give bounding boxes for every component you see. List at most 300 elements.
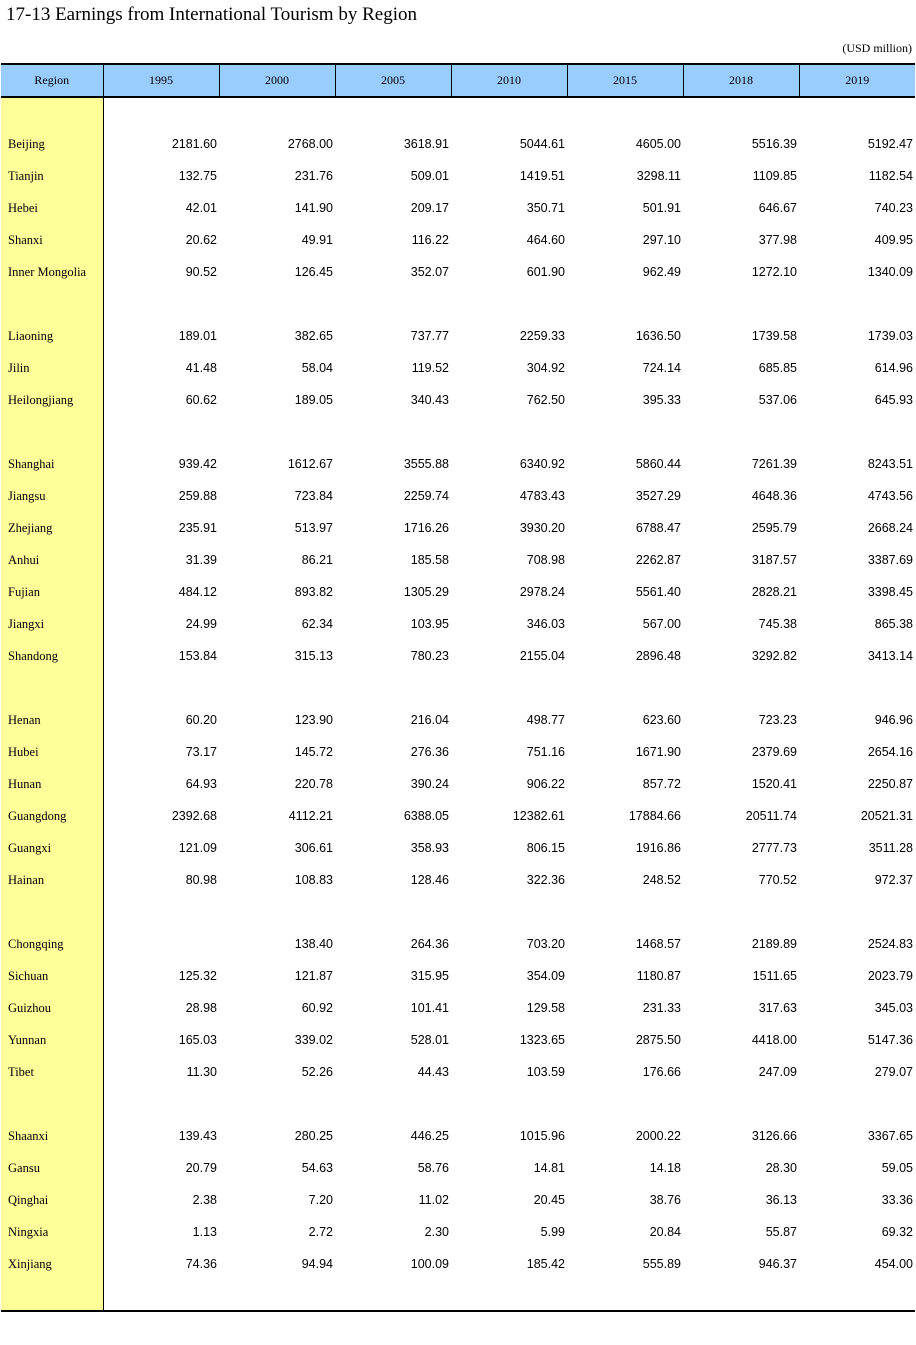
value-cell: 54.63 [301, 1161, 333, 1175]
value-cell [219, 896, 335, 928]
value-cell: 2259.33 [519, 329, 565, 343]
value-cell [799, 672, 915, 704]
table-row [1, 1056, 915, 1088]
value-cell: 20.84 [649, 1225, 681, 1239]
value-cell [335, 672, 451, 704]
value-cell: 3398.45 [867, 585, 913, 599]
value-cell: 484.12 [178, 585, 217, 599]
value-cell: 60.62 [185, 393, 217, 407]
table-row [1, 640, 915, 672]
region-cell: Hubei [1, 736, 103, 768]
region-cell: Tibet [1, 1056, 103, 1088]
value-cell: 1323.65 [519, 1033, 565, 1047]
value-cell: 2668.24 [867, 521, 913, 535]
value-cell [219, 672, 335, 704]
region-cell: Inner Mongolia [1, 256, 103, 288]
region-cell: Shanghai [1, 448, 103, 480]
value-cell: 74.36 [185, 1257, 217, 1271]
table-row [1, 1152, 915, 1184]
region-cell: Jiangxi [1, 608, 103, 640]
table-row [1, 768, 915, 800]
spacer-row [1, 672, 915, 704]
value-cell: 33.36 [881, 1193, 913, 1207]
value-cell: 723.84 [294, 489, 333, 503]
value-cell [103, 416, 219, 448]
region-cell: Guangdong [1, 800, 103, 832]
spacer-row [1, 1280, 915, 1311]
region-cell: Qinghai [1, 1184, 103, 1216]
table-row [1, 864, 915, 896]
value-cell: 358.93 [410, 841, 449, 855]
value-cell: 60.92 [301, 1001, 333, 1015]
table-row [1, 192, 915, 224]
value-cell: 4743.56 [867, 489, 913, 503]
value-cell: 231.33 [642, 1001, 681, 1015]
value-cell: 58.76 [417, 1161, 449, 1175]
value-cell: 3413.14 [867, 649, 913, 663]
value-cell: 509.01 [410, 169, 449, 183]
value-cell [103, 288, 219, 320]
region-cell: Shandong [1, 640, 103, 672]
value-cell: 2189.89 [751, 937, 797, 951]
value-cell: 1511.65 [752, 969, 797, 983]
value-cell: 528.01 [410, 1033, 449, 1047]
value-cell: 20511.74 [745, 809, 797, 823]
value-cell: 1636.50 [635, 329, 681, 343]
value-cell: 1015.96 [519, 1129, 565, 1143]
region-cell [1, 416, 103, 448]
value-cell [567, 97, 683, 128]
value-cell: 3618.91 [403, 137, 449, 151]
value-cell: 52.26 [301, 1065, 333, 1079]
value-cell: 5044.61 [519, 137, 565, 151]
table-row [1, 736, 915, 768]
value-cell: 279.07 [874, 1065, 913, 1079]
value-cell [451, 896, 567, 928]
value-cell: 248.52 [642, 873, 681, 887]
region-cell: Fujian [1, 576, 103, 608]
value-cell: 108.83 [294, 873, 333, 887]
value-cell: 280.25 [294, 1129, 333, 1143]
value-cell [683, 97, 799, 128]
value-cell [103, 672, 219, 704]
value-cell [799, 896, 915, 928]
value-cell [799, 97, 915, 128]
value-cell: 103.95 [410, 617, 449, 631]
column-header-2010: 2010 [451, 64, 567, 97]
value-cell: 703.20 [526, 937, 565, 951]
value-cell: 259.88 [178, 489, 217, 503]
value-cell: 20.79 [185, 1161, 217, 1175]
value-cell: 5516.39 [751, 137, 797, 151]
spacer-row [1, 416, 915, 448]
value-cell: 339.02 [294, 1033, 333, 1047]
value-cell: 1180.87 [636, 969, 681, 983]
value-cell: 64.93 [185, 777, 217, 791]
table-row [1, 160, 915, 192]
value-cell: 185.58 [410, 553, 449, 567]
value-cell: 2768.00 [287, 137, 333, 151]
value-cell: 2777.73 [751, 841, 797, 855]
column-header-2019: 2019 [799, 64, 915, 97]
region-cell: Hunan [1, 768, 103, 800]
value-cell: 2000.22 [635, 1129, 681, 1143]
value-cell [219, 288, 335, 320]
value-cell: 2.72 [308, 1225, 333, 1239]
value-cell: 94.94 [301, 1257, 333, 1271]
value-cell: 893.82 [294, 585, 333, 599]
value-cell: 345.03 [874, 1001, 913, 1015]
region-cell: Xinjiang [1, 1248, 103, 1280]
table-row [1, 1120, 915, 1152]
value-cell [103, 928, 219, 960]
value-cell: 3527.29 [635, 489, 681, 503]
region-cell: Jilin [1, 352, 103, 384]
region-cell: Hebei [1, 192, 103, 224]
value-cell [219, 97, 335, 128]
region-cell [1, 1280, 103, 1311]
value-cell [567, 288, 683, 320]
value-cell: 555.89 [642, 1257, 681, 1271]
region-cell [1, 672, 103, 704]
value-cell: 41.48 [185, 361, 217, 375]
value-cell: 322.36 [526, 873, 565, 887]
region-cell [1, 1088, 103, 1120]
table-row [1, 960, 915, 992]
value-cell: 2654.16 [867, 745, 913, 759]
value-cell: 1182.54 [868, 169, 913, 183]
value-cell: 315.13 [294, 649, 333, 663]
value-cell: 740.23 [874, 201, 913, 215]
spacer-row [1, 97, 915, 128]
value-cell: 306.61 [294, 841, 333, 855]
value-cell: 1109.85 [752, 169, 797, 183]
column-header-2000: 2000 [219, 64, 335, 97]
value-cell [567, 672, 683, 704]
value-cell: 780.23 [410, 649, 449, 663]
value-cell: 646.67 [758, 201, 797, 215]
value-cell: 121.09 [178, 841, 217, 855]
column-header-region: Region [1, 64, 103, 97]
value-cell: 59.05 [881, 1161, 913, 1175]
value-cell [799, 1280, 915, 1311]
value-cell: 501.91 [642, 201, 681, 215]
value-cell: 69.32 [881, 1225, 913, 1239]
value-cell: 2978.24 [519, 585, 565, 599]
value-cell [103, 1280, 219, 1311]
value-cell: 614.96 [874, 361, 913, 375]
value-cell: 454.00 [874, 1257, 913, 1271]
value-cell: 865.38 [874, 617, 913, 631]
region-cell: Jiangsu [1, 480, 103, 512]
value-cell: 12382.61 [512, 809, 565, 823]
value-cell: 946.37 [758, 1257, 797, 1271]
value-cell: 276.36 [410, 745, 449, 759]
value-cell: 1739.58 [751, 329, 797, 343]
value-cell: 216.04 [410, 713, 449, 727]
value-cell: 101.41 [410, 1001, 449, 1015]
value-cell: 2875.50 [635, 1033, 681, 1047]
value-cell: 806.15 [526, 841, 565, 855]
header-row [1, 64, 915, 97]
value-cell: 537.06 [758, 393, 797, 407]
value-cell: 80.98 [185, 873, 217, 887]
value-cell: 128.46 [410, 873, 449, 887]
value-cell [335, 1088, 451, 1120]
value-cell: 3292.82 [751, 649, 797, 663]
value-cell [567, 896, 683, 928]
value-cell: 139.43 [178, 1129, 217, 1143]
value-cell: 685.85 [758, 361, 797, 375]
value-cell: 176.66 [642, 1065, 681, 1079]
value-cell: 14.81 [533, 1161, 565, 1175]
value-cell: 5860.44 [635, 457, 681, 471]
value-cell: 55.87 [765, 1225, 797, 1239]
tourism-earnings-table [1, 63, 915, 1312]
value-cell: 4112.21 [288, 809, 333, 823]
value-cell: 264.36 [410, 937, 449, 951]
value-cell: 3126.66 [751, 1129, 797, 1143]
value-cell [683, 1088, 799, 1120]
value-cell [335, 416, 451, 448]
value-cell: 42.01 [185, 201, 217, 215]
value-cell [567, 416, 683, 448]
value-cell: 5147.36 [867, 1033, 913, 1047]
value-cell [451, 1088, 567, 1120]
value-cell: 220.78 [294, 777, 333, 791]
value-cell [451, 1280, 567, 1311]
column-header-2005: 2005 [335, 64, 451, 97]
value-cell: 567.00 [642, 617, 681, 631]
value-cell: 1520.41 [751, 777, 797, 791]
value-cell: 2250.87 [867, 777, 913, 791]
value-cell: 4648.36 [751, 489, 797, 503]
value-cell: 724.14 [642, 361, 681, 375]
value-cell: 350.71 [526, 201, 565, 215]
value-cell: 3511.28 [868, 841, 913, 855]
region-cell: Liaoning [1, 320, 103, 352]
value-cell: 623.60 [642, 713, 681, 727]
value-cell: 857.72 [642, 777, 681, 791]
value-cell [219, 416, 335, 448]
value-cell: 498.77 [526, 713, 565, 727]
spacer-row [1, 288, 915, 320]
region-cell: Ningxia [1, 1216, 103, 1248]
table-row [1, 928, 915, 960]
value-cell: 601.90 [526, 265, 565, 279]
value-cell [103, 896, 219, 928]
region-cell: Sichuan [1, 960, 103, 992]
value-cell: 762.50 [526, 393, 565, 407]
value-cell: 28.98 [185, 1001, 217, 1015]
table-row [1, 480, 915, 512]
value-cell: 44.43 [417, 1065, 449, 1079]
value-cell: 7.20 [308, 1193, 333, 1207]
value-cell: 2181.60 [171, 137, 217, 151]
page-title: 17-13 Earnings from International Tourism by Region [6, 4, 417, 25]
value-cell [451, 416, 567, 448]
table-row [1, 128, 915, 160]
value-cell: 116.22 [411, 233, 449, 247]
value-cell: 7261.39 [751, 457, 797, 471]
value-cell [103, 97, 219, 128]
value-cell: 5561.40 [635, 585, 681, 599]
value-cell [799, 288, 915, 320]
value-cell [451, 672, 567, 704]
value-cell: 132.75 [178, 169, 217, 183]
value-cell: 645.93 [874, 393, 913, 407]
value-cell: 513.97 [294, 521, 333, 535]
value-cell [567, 1088, 683, 1120]
value-cell: 8243.51 [867, 457, 913, 471]
region-cell: Gansu [1, 1152, 103, 1184]
value-cell: 2259.74 [403, 489, 449, 503]
value-cell: 1716.26 [403, 521, 449, 535]
value-cell: 1340.09 [867, 265, 913, 279]
value-cell: 2.30 [424, 1225, 449, 1239]
region-cell: Zhejiang [1, 512, 103, 544]
value-cell: 315.95 [410, 969, 449, 983]
value-cell: 346.03 [526, 617, 565, 631]
value-cell: 6388.05 [403, 809, 449, 823]
value-cell: 123.90 [294, 713, 333, 727]
value-cell: 1419.51 [519, 169, 565, 183]
value-cell [103, 1088, 219, 1120]
value-cell [799, 1088, 915, 1120]
value-cell: 31.39 [185, 553, 217, 567]
value-cell: 354.09 [526, 969, 565, 983]
table-row [1, 512, 915, 544]
value-cell [683, 288, 799, 320]
table-row [1, 352, 915, 384]
region-cell: Yunnan [1, 1024, 103, 1056]
value-cell: 62.34 [301, 617, 333, 631]
value-cell: 100.09 [410, 1257, 449, 1271]
value-cell: 2595.79 [751, 521, 797, 535]
table-row [1, 224, 915, 256]
value-cell: 297.10 [642, 233, 681, 247]
value-cell: 5192.47 [867, 137, 913, 151]
value-cell [219, 1088, 335, 1120]
value-cell: 3187.57 [751, 553, 797, 567]
region-cell: Shanxi [1, 224, 103, 256]
table-row [1, 1024, 915, 1056]
value-cell: 6340.92 [519, 457, 565, 471]
value-cell: 24.99 [185, 617, 217, 631]
region-cell [1, 288, 103, 320]
region-cell: Guangxi [1, 832, 103, 864]
value-cell: 4783.43 [519, 489, 565, 503]
value-cell: 906.22 [526, 777, 565, 791]
value-cell: 6788.47 [635, 521, 681, 535]
value-cell [683, 672, 799, 704]
value-cell: 737.77 [410, 329, 449, 343]
value-cell: 247.09 [758, 1065, 797, 1079]
column-header-1995: 1995 [103, 64, 219, 97]
value-cell: 189.05 [294, 393, 333, 407]
value-cell: 235.91 [178, 521, 217, 535]
value-cell: 20.45 [533, 1193, 565, 1207]
value-cell: 1.13 [192, 1225, 217, 1239]
table-row [1, 800, 915, 832]
region-cell [1, 896, 103, 928]
value-cell: 1305.29 [403, 585, 449, 599]
value-cell: 145.72 [294, 745, 333, 759]
value-cell: 2896.48 [635, 649, 681, 663]
table-row [1, 992, 915, 1024]
region-cell: Tianjin [1, 160, 103, 192]
table-row [1, 384, 915, 416]
value-cell [683, 1280, 799, 1311]
value-cell: 409.95 [874, 233, 913, 247]
table-row [1, 256, 915, 288]
region-cell: Shaanxi [1, 1120, 103, 1152]
value-cell: 20.62 [185, 233, 217, 247]
table-row [1, 544, 915, 576]
value-cell: 119.52 [411, 361, 449, 375]
value-cell: 231.76 [294, 169, 333, 183]
value-cell: 972.37 [874, 873, 913, 887]
value-cell: 3367.65 [867, 1129, 913, 1143]
value-cell [335, 97, 451, 128]
value-cell: 723.23 [758, 713, 797, 727]
value-cell: 382.65 [294, 329, 333, 343]
column-header-2018: 2018 [683, 64, 799, 97]
value-cell: 939.42 [178, 457, 217, 471]
value-cell: 4605.00 [635, 137, 681, 151]
value-cell: 185.42 [526, 1257, 565, 1271]
table-row [1, 608, 915, 640]
value-cell [683, 416, 799, 448]
value-cell: 189.01 [178, 329, 217, 343]
value-cell: 340.43 [410, 393, 449, 407]
value-cell: 464.60 [526, 233, 565, 247]
value-cell: 141.90 [294, 201, 333, 215]
value-cell [219, 1280, 335, 1311]
value-cell: 1739.03 [867, 329, 913, 343]
value-cell [335, 896, 451, 928]
value-cell: 86.21 [301, 553, 333, 567]
value-cell: 49.91 [301, 233, 333, 247]
value-cell: 209.17 [410, 201, 449, 215]
value-cell: 11.30 [186, 1065, 217, 1079]
value-cell: 60.20 [185, 713, 217, 727]
spacer-row [1, 896, 915, 928]
table-row [1, 1248, 915, 1280]
table-row [1, 320, 915, 352]
table-row [1, 576, 915, 608]
value-cell: 708.98 [526, 553, 565, 567]
value-cell: 2379.69 [751, 745, 797, 759]
value-cell: 2392.68 [171, 809, 217, 823]
value-cell: 1272.10 [751, 265, 797, 279]
value-cell: 14.18 [649, 1161, 681, 1175]
table-row [1, 448, 915, 480]
value-cell: 20521.31 [860, 809, 913, 823]
value-cell: 3555.88 [403, 457, 449, 471]
value-cell: 1916.86 [635, 841, 681, 855]
value-cell: 304.92 [526, 361, 565, 375]
value-cell: 3387.69 [867, 553, 913, 567]
table-body [1, 97, 915, 1311]
spacer-row [1, 1088, 915, 1120]
region-cell: Beijing [1, 128, 103, 160]
value-cell: 17884.66 [628, 809, 681, 823]
value-cell: 2262.87 [635, 553, 681, 567]
value-cell: 962.49 [642, 265, 681, 279]
value-cell: 395.33 [642, 393, 681, 407]
value-cell [335, 1280, 451, 1311]
